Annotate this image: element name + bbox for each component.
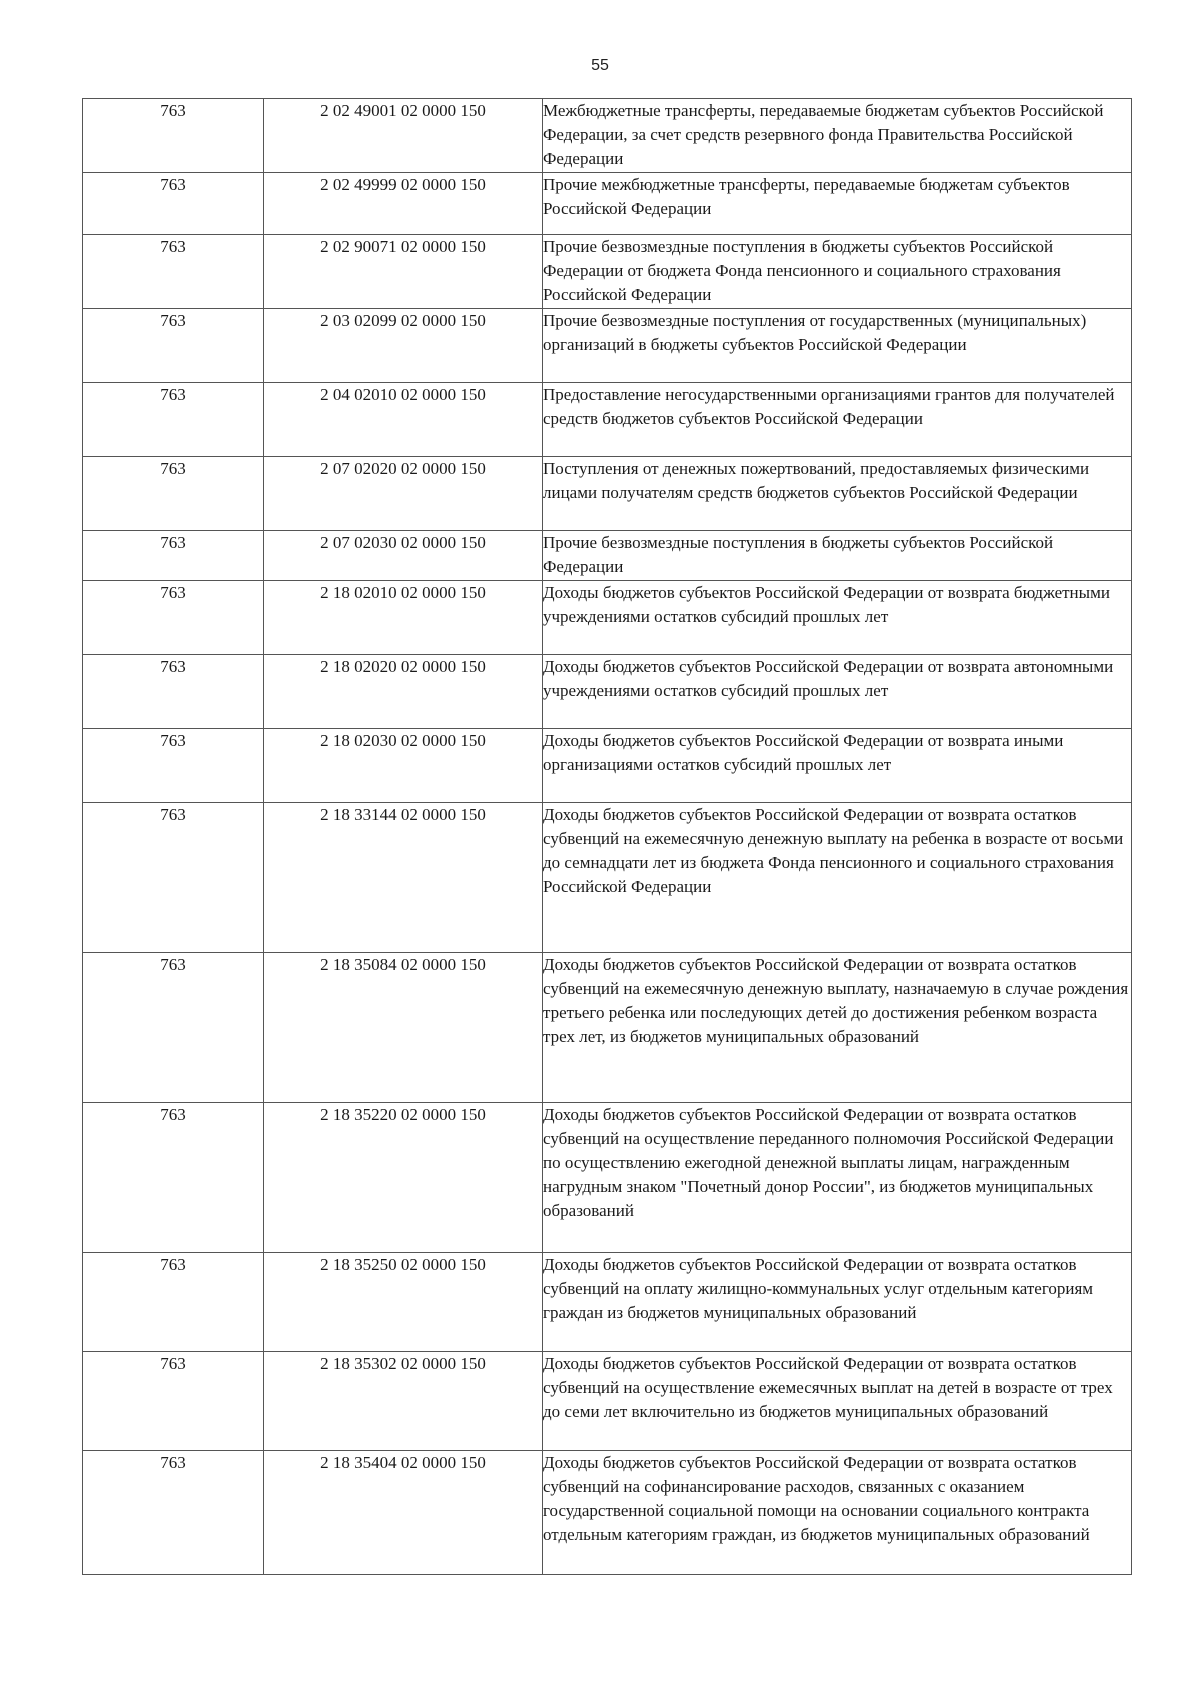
revenue-name-cell: Прочие безвозмездные поступления от государственных (муниципальных) организаций в бюджеты субъектов Российской Федерации: [543, 309, 1132, 383]
table-row: [83, 383, 1132, 457]
budget-code-cell: 2 18 33144 02 0000 150: [264, 803, 543, 953]
budget-code-cell: 2 18 35220 02 0000 150: [264, 1103, 543, 1253]
budget-code-cell: 2 18 02030 02 0000 150: [264, 729, 543, 803]
revenue-name-cell: Межбюджетные трансферты, передаваемые бюджетам субъектов Российской Федерации, за счет средств резервного фонда Правительства Российской Федерации: [543, 99, 1132, 173]
admin-code-cell: 763: [83, 383, 264, 457]
table-row: [83, 1451, 1132, 1575]
admin-code-cell: 763: [83, 581, 264, 655]
revenue-codes-table: [82, 98, 1132, 1575]
admin-code-cell: 763: [83, 309, 264, 383]
revenue-name-cell: Прочие безвозмездные поступления в бюджеты субъектов Российской Федерации: [543, 531, 1132, 581]
table-row: [83, 173, 1132, 235]
table-row: [83, 953, 1132, 1103]
table-row: [83, 457, 1132, 531]
table-row: [83, 99, 1132, 173]
budget-code-cell: 2 07 02030 02 0000 150: [264, 531, 543, 581]
revenue-name-cell: Доходы бюджетов субъектов Российской Федерации от возврата остатков субвенций на ежемесячную денежную выплату, назначаемую в случае рождения третьего ребенка или последующих детей до достижения ребенком возраста трех лет, из бюджетов муниципальных образований: [543, 953, 1132, 1103]
admin-code-cell: 763: [83, 457, 264, 531]
budget-code-cell: 2 18 35250 02 0000 150: [264, 1253, 543, 1352]
admin-code-cell: 763: [83, 235, 264, 309]
budget-code-cell: 2 04 02010 02 0000 150: [264, 383, 543, 457]
admin-code-cell: 763: [83, 803, 264, 953]
admin-code-cell: 763: [83, 173, 264, 235]
budget-code-cell: 2 02 49001 02 0000 150: [264, 99, 543, 173]
admin-code-cell: 763: [83, 1352, 264, 1451]
budget-code-cell: 2 18 02020 02 0000 150: [264, 655, 543, 729]
table-row: [83, 1253, 1132, 1352]
table-row: [83, 1352, 1132, 1451]
table-row: [83, 729, 1132, 803]
admin-code-cell: 763: [83, 531, 264, 581]
table-row: [83, 1103, 1132, 1253]
budget-code-cell: 2 03 02099 02 0000 150: [264, 309, 543, 383]
revenue-name-cell: Прочие безвозмездные поступления в бюджеты субъектов Российской Федерации от бюджета Фонда пенсионного и социального страхования Российской Федерации: [543, 235, 1132, 309]
revenue-name-cell: Доходы бюджетов субъектов Российской Федерации от возврата остатков субвенций на осуществление ежемесячных выплат на детей в возрасте от трех до семи лет включительно из бюджетов муниципальных образований: [543, 1352, 1132, 1451]
table-row: [83, 235, 1132, 309]
revenue-name-cell: Доходы бюджетов субъектов Российской Федерации от возврата автономными учреждениями остатков субсидий прошлых лет: [543, 655, 1132, 729]
revenue-name-cell: Доходы бюджетов субъектов Российской Федерации от возврата остатков субвенций на оплату жилищно-коммунальных услуг отдельным категориям граждан из бюджетов муниципальных образований: [543, 1253, 1132, 1352]
table-row: [83, 655, 1132, 729]
table-body: [83, 99, 1132, 1575]
budget-code-cell: 2 18 35302 02 0000 150: [264, 1352, 543, 1451]
budget-code-cell: 2 07 02020 02 0000 150: [264, 457, 543, 531]
table-row: [83, 531, 1132, 581]
admin-code-cell: 763: [83, 1253, 264, 1352]
budget-code-cell: 2 18 02010 02 0000 150: [264, 581, 543, 655]
budget-code-cell: 2 02 90071 02 0000 150: [264, 235, 543, 309]
budget-code-cell: 2 18 35404 02 0000 150: [264, 1451, 543, 1575]
revenue-name-cell: Поступления от денежных пожертвований, предоставляемых физическими лицами получателям средств бюджетов субъектов Российской Федерации: [543, 457, 1132, 531]
revenue-name-cell: Доходы бюджетов субъектов Российской Федерации от возврата остатков субвенций на софинансирование расходов, связанных с оказанием государственной социальной помощи на основании социального контракта отдельным категориям граждан, из бюджетов муниципальных образований: [543, 1451, 1132, 1575]
revenue-name-cell: Доходы бюджетов субъектов Российской Федерации от возврата остатков субвенций на осуществление переданного полномочия Российской Федерации по осуществлению ежегодной денежной выплаты лицам, награжденным нагрудным знаком "Почетный донор России", из бюджетов муниципальных образований: [543, 1103, 1132, 1253]
table-row: [83, 581, 1132, 655]
table-row: [83, 803, 1132, 953]
admin-code-cell: 763: [83, 729, 264, 803]
admin-code-cell: 763: [83, 99, 264, 173]
admin-code-cell: 763: [83, 1451, 264, 1575]
revenue-name-cell: Предоставление негосударственными организациями грантов для получателей средств бюджетов субъектов Российской Федерации: [543, 383, 1132, 457]
revenue-name-cell: Доходы бюджетов субъектов Российской Федерации от возврата иными организациями остатков субсидий прошлых лет: [543, 729, 1132, 803]
budget-code-cell: 2 18 35084 02 0000 150: [264, 953, 543, 1103]
admin-code-cell: 763: [83, 655, 264, 729]
admin-code-cell: 763: [83, 953, 264, 1103]
table-row: [83, 309, 1132, 383]
revenue-name-cell: Доходы бюджетов субъектов Российской Федерации от возврата бюджетными учреждениями остатков субсидий прошлых лет: [543, 581, 1132, 655]
budget-code-cell: 2 02 49999 02 0000 150: [264, 173, 543, 235]
revenue-name-cell: Доходы бюджетов субъектов Российской Федерации от возврата остатков субвенций на ежемесячную денежную выплату на ребенка в возрасте от восьми до семнадцати лет из бюджета Фонда пенсионного и социального страхования Российской Федерации: [543, 803, 1132, 953]
admin-code-cell: 763: [83, 1103, 264, 1253]
revenue-name-cell: Прочие межбюджетные трансферты, передаваемые бюджетам субъектов Российской Федерации: [543, 173, 1132, 235]
page-number: 55: [591, 57, 609, 74]
